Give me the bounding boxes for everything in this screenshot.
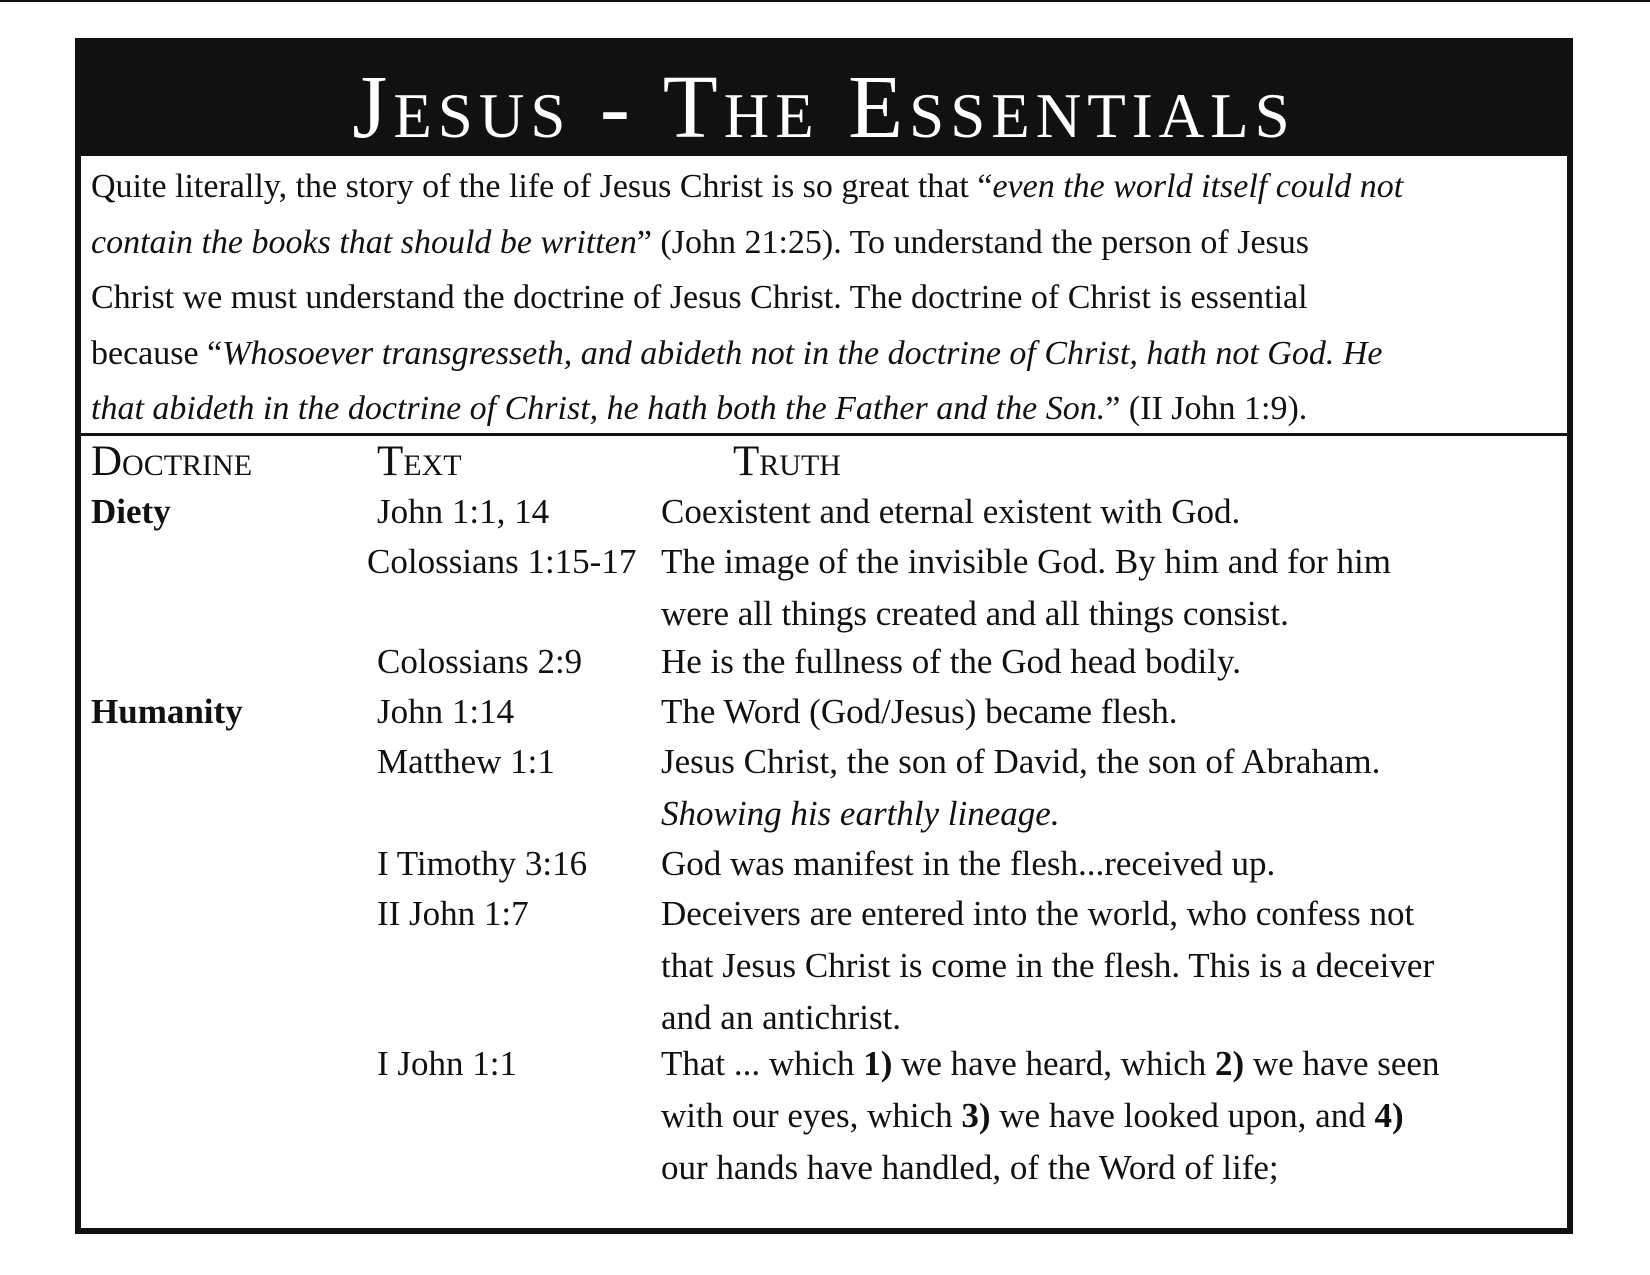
intro-line: Quite literally, the story of the life of Jesus Christ is so great that “even the world itself could not xyxy=(91,168,1404,205)
row-truth: God was manifest in the flesh...received up. xyxy=(661,844,1276,883)
point-number: 4) xyxy=(1374,1096,1404,1135)
header-doctrine: Doctrine xyxy=(91,438,253,485)
intro-quote: contain the books that should be written xyxy=(91,223,637,261)
top-rule xyxy=(0,0,1650,2)
intro-paragraph xyxy=(91,159,1567,437)
intro-line: contain the books that should be written” (John 21:25). To understand the person of Jesus xyxy=(91,223,1310,261)
point-number: 3) xyxy=(961,1096,991,1135)
intro-quote: that abideth in the doctrine of Christ, he hath both the Father and the Son. xyxy=(91,390,1106,427)
row-text-ref: II John 1:7 xyxy=(377,894,529,933)
row-text-ref: I John 1:1 xyxy=(377,1044,517,1083)
header-truth: Truth xyxy=(733,438,841,485)
intro-line: that abideth in the doctrine of Christ, he hath both the Father and the Son.” (II John 1:9). xyxy=(91,390,1308,427)
page-title: Jesus - The Essentials xyxy=(352,58,1296,157)
row-truth: That ... which 1) we have heard, which 2) we have seen with our eyes, which 3) we have looked upon, and 4) our hands have handled, of the Word of life; xyxy=(661,1044,1440,1187)
row-text-ref: Matthew 1:1 xyxy=(377,742,555,781)
row-truth: The image of the invisible God. By him and for him were all things created and all things consist. xyxy=(661,542,1392,633)
row-truth: Coexistent and eternal existent with God. xyxy=(661,492,1241,531)
point-number: 2) xyxy=(1214,1044,1245,1083)
header-text: Text xyxy=(377,438,462,485)
title-bar xyxy=(81,44,1567,156)
row-text-ref: John 1:1, 14 xyxy=(377,492,550,531)
row-doctrine: Diety xyxy=(91,492,171,531)
lineage-note: Showing his earthly lineage. xyxy=(661,794,1060,833)
row-truth: The Word (God/Jesus) became flesh. xyxy=(661,692,1178,731)
essentials-card xyxy=(75,38,1573,1234)
row-truth: He is the fullness of the God head bodily. xyxy=(661,642,1241,681)
row-truth: Deceivers are entered into the world, who confess not that Jesus Christ is come in the flesh. This is a deceiver and an antichrist. xyxy=(661,894,1435,1037)
row-text-ref: John 1:14 xyxy=(377,692,515,731)
intro-line: because “Whosoever transgresseth, and abideth not in the doctrine of Christ, hath not God. He xyxy=(91,334,1383,372)
intro-quote: Whosoever transgresseth, and abideth not in the doctrine of Christ, hath not God. He xyxy=(222,334,1383,372)
row-text-ref: I Timothy 3:16 xyxy=(377,844,588,883)
point-number: 1) xyxy=(863,1044,893,1083)
row-text-ref: Colossians 2:9 xyxy=(377,642,583,681)
intro-line: Christ we must understand the doctrine of Jesus Christ. The doctrine of Christ is essential xyxy=(91,279,1308,316)
row-truth: Jesus Christ, the son of David, the son of Abraham. Showing his earthly lineage. xyxy=(661,742,1381,833)
intro-quote: even the world itself could not xyxy=(992,168,1404,205)
row-text-ref: Colossians 1:15-17 xyxy=(367,542,637,581)
row-doctrine: Humanity xyxy=(91,692,243,731)
